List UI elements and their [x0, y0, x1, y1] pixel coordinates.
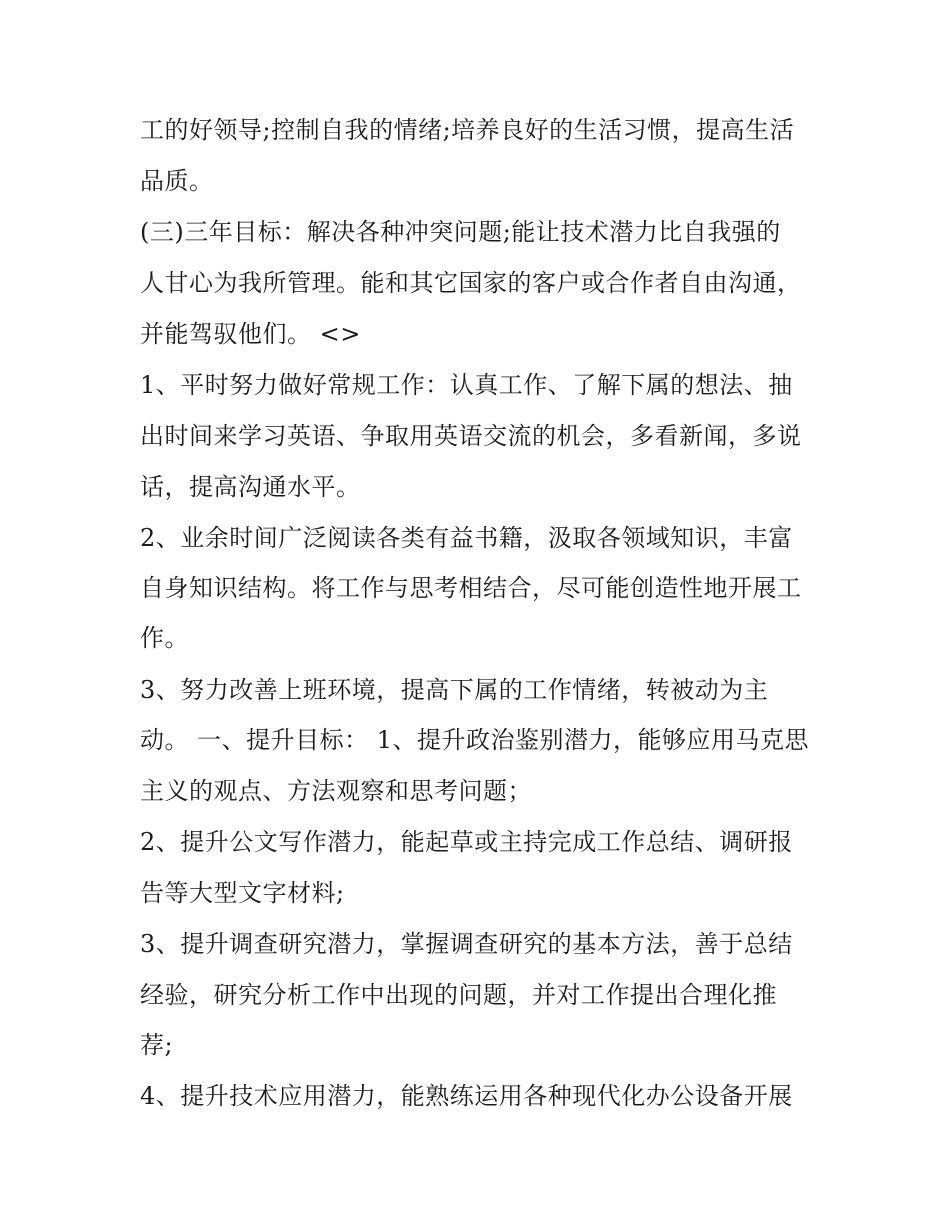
text-line: 人甘心为我所管理。能和其它国家的客户或合作者自由沟通，: [140, 269, 802, 297]
text-line: 话，提高沟通水平。: [140, 473, 361, 501]
text-line: 2、提升公文写作潜力，能起草或主持完成工作总结、调研报: [140, 828, 793, 856]
text-line: 自身知识结构。将工作与思考相结合，尽可能创造性地开展工: [140, 574, 802, 602]
text-line: 作。: [140, 624, 189, 652]
text-line: 经验，研究分析工作中出现的问题，并对工作提出合理化推: [140, 981, 777, 1009]
text-line: 工的好领导;控制自我的情绪;培养良好的生活习惯，提高生活: [140, 116, 795, 144]
text-line: (三)三年目标：解决各种冲突问题;能让技术潜力比自我强的: [140, 218, 781, 246]
text-line: 品质。: [140, 167, 214, 195]
text-line: 荐;: [140, 1031, 174, 1059]
text-line: 主义的观点、方法观察和思考问题；: [140, 777, 532, 805]
text-line: 动。 一、提升目标： 1、提升政治鉴别潜力，能够应用马克思: [140, 726, 810, 754]
text-line: 2、业余时间广泛阅读各类有益书籍，汲取各领域知识，丰富: [140, 524, 793, 552]
text-line: 3、努力改善上班环境，提高下属的工作情绪，转被动为主: [140, 676, 769, 704]
text-line: 1、平时努力做好常规工作：认真工作、了解下属的想法、抽: [140, 371, 793, 399]
text-line: 3、提升调查研究潜力，掌握调查研究的基本方法，善于总结: [140, 930, 793, 958]
text-line: 并能驾驭他们。 <>: [140, 320, 361, 348]
text-line: 告等大型文字材料;: [140, 879, 345, 907]
text-line: 4、提升技术应用潜力，能熟练运用各种现代化办公设备开展: [140, 1082, 793, 1110]
text-line: 出时间来学习英语、争取用英语交流的机会，多看新闻，多说: [140, 422, 802, 450]
